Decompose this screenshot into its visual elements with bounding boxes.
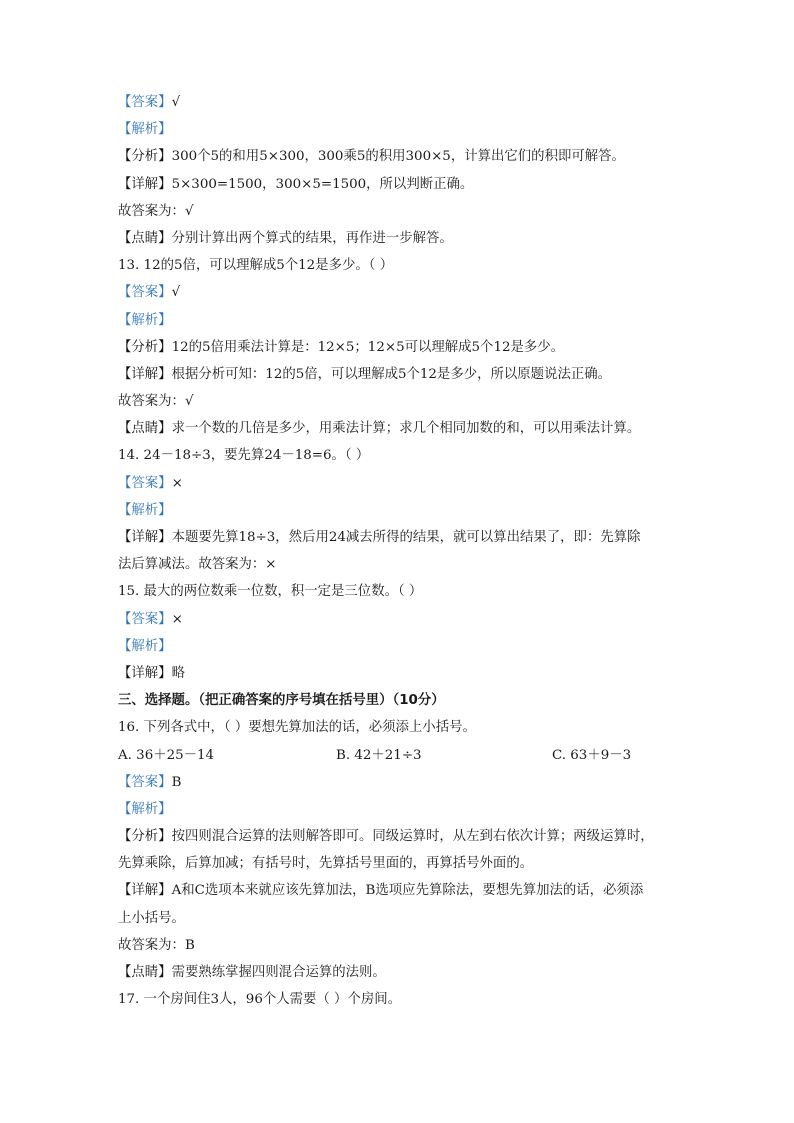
line-text: 本题要先算18÷3，然后用24减去所得的结果，就可以算出结果了，即：先算除 <box>171 530 641 545</box>
section-tag: 【点睛】 <box>118 230 172 246</box>
answer-line <box>118 89 688 116</box>
line-text: A和C选项本来就应该先算加法，B选项应先算除法，要想先算加法的话，必须添 <box>171 883 644 899</box>
section-tag: 【详解】 <box>118 665 172 681</box>
line-text: √ <box>171 285 181 301</box>
text-line: 上小括号。 <box>118 910 185 926</box>
choice-options <box>118 742 688 769</box>
answer-line <box>118 606 688 633</box>
line-text: 分别计算出两个算式的结果，再作进一步解答。 <box>171 230 453 246</box>
answer-line <box>118 796 688 823</box>
line-text: 按四则混合运算的法则解答即可。同级运算时，从左到右依次计算；两级运算时， <box>171 829 654 845</box>
line-text: 求一个数的几倍是多少，用乘法计算；求几个相同加数的和，可以用乘法计算。 <box>171 421 641 437</box>
text-line: 法后算减法。故答案为：× <box>118 557 277 573</box>
choice-option: C. 63＋9－3 <box>552 747 632 763</box>
section-tag: 【详解】 <box>118 176 172 192</box>
text-line: 故答案为：B <box>118 937 195 953</box>
line-text: 略 <box>171 665 185 681</box>
text-line: 16. 下列各式中，（ ）要想先算加法的话，必须添上小括号。 <box>118 720 476 736</box>
answer-line <box>118 769 688 796</box>
answer-line <box>118 470 688 497</box>
section-tag: 【分析】 <box>118 339 172 355</box>
answer-line <box>118 660 688 687</box>
section-tag: 【解析】 <box>118 312 172 328</box>
section-tag: 【点睛】 <box>118 965 172 980</box>
answer-line <box>118 279 688 306</box>
answer-line <box>118 415 688 442</box>
section-tag: 【点睛】 <box>118 421 172 437</box>
section-tag: 【解析】 <box>118 122 172 138</box>
answer-line <box>118 307 688 334</box>
answer-line <box>118 225 688 252</box>
answer-line <box>118 497 688 524</box>
answer-line <box>118 633 688 660</box>
answer-line <box>118 116 688 143</box>
section-tag: 【详解】 <box>118 530 172 545</box>
section-tag: 【详解】 <box>118 366 172 382</box>
answer-line <box>118 143 688 170</box>
text-line: 故答案为：√ <box>118 394 194 410</box>
answer-line <box>118 524 688 551</box>
document-page <box>118 89 688 1013</box>
choice-option: B. 42＋21÷3 <box>336 747 422 763</box>
section-tag: 【分析】 <box>118 149 172 165</box>
line-text: 需要熟练掌握四则混合运算的法则。 <box>171 965 386 980</box>
section-tag: 【解析】 <box>118 801 172 817</box>
line-text: √ <box>171 95 181 110</box>
answer-line <box>118 171 688 198</box>
answer-line <box>118 334 688 361</box>
line-text: B <box>171 774 182 790</box>
line-text: 300个5的和用5×300，300乘5的积用300×5，计算出它们的积即可解答。 <box>171 149 625 165</box>
answer-line <box>118 823 688 850</box>
section-tag: 【答案】 <box>118 611 172 627</box>
choice-option: A. 36＋25－14 <box>118 747 215 763</box>
text-line: 先算乘除，后算加减；有括号时，先算括号里面的，再算括号外面的。 <box>118 856 534 872</box>
section-tag: 【解析】 <box>118 638 172 654</box>
text-line: 故答案为：√ <box>118 203 194 219</box>
section-tag: 【答案】 <box>118 285 172 301</box>
answer-line <box>118 877 688 904</box>
answer-line <box>118 959 688 986</box>
line-text: 5×300=1500，300×5=1500，所以判断正确。 <box>171 176 474 192</box>
section-tag: 【答案】 <box>118 95 172 110</box>
text-line: 14. 24－18÷3，要先算24－18=6。（ ） <box>118 448 370 464</box>
text-line: 17. 一个房间住3人，96个人需要（ ）个房间。 <box>118 992 402 1008</box>
line-text: × <box>171 611 183 627</box>
section-tag: 【答案】 <box>118 475 172 491</box>
line-text: 根据分析可知：12的5倍，可以理解成5个12是多少，所以原题说法正确。 <box>171 366 612 382</box>
answer-line <box>118 361 688 388</box>
section-tag: 【答案】 <box>118 774 172 790</box>
text-line: 13. 12的5倍，可以理解成5个12是多少。（ ） <box>118 258 394 274</box>
section-heading: 三、选择题。（把正确答案的序号填在括号里）（10分） <box>118 693 445 709</box>
section-tag: 【解析】 <box>118 502 172 518</box>
line-text: × <box>171 475 183 491</box>
text-line: 15. 最大的两位数乘一位数，积一定是三位数。（ ） <box>118 584 423 600</box>
section-tag: 【分析】 <box>118 829 172 845</box>
line-text: 12的5倍用乘法计算是：12×5；12×5可以理解成5个12是多少。 <box>171 339 565 355</box>
section-tag: 【详解】 <box>118 883 172 899</box>
